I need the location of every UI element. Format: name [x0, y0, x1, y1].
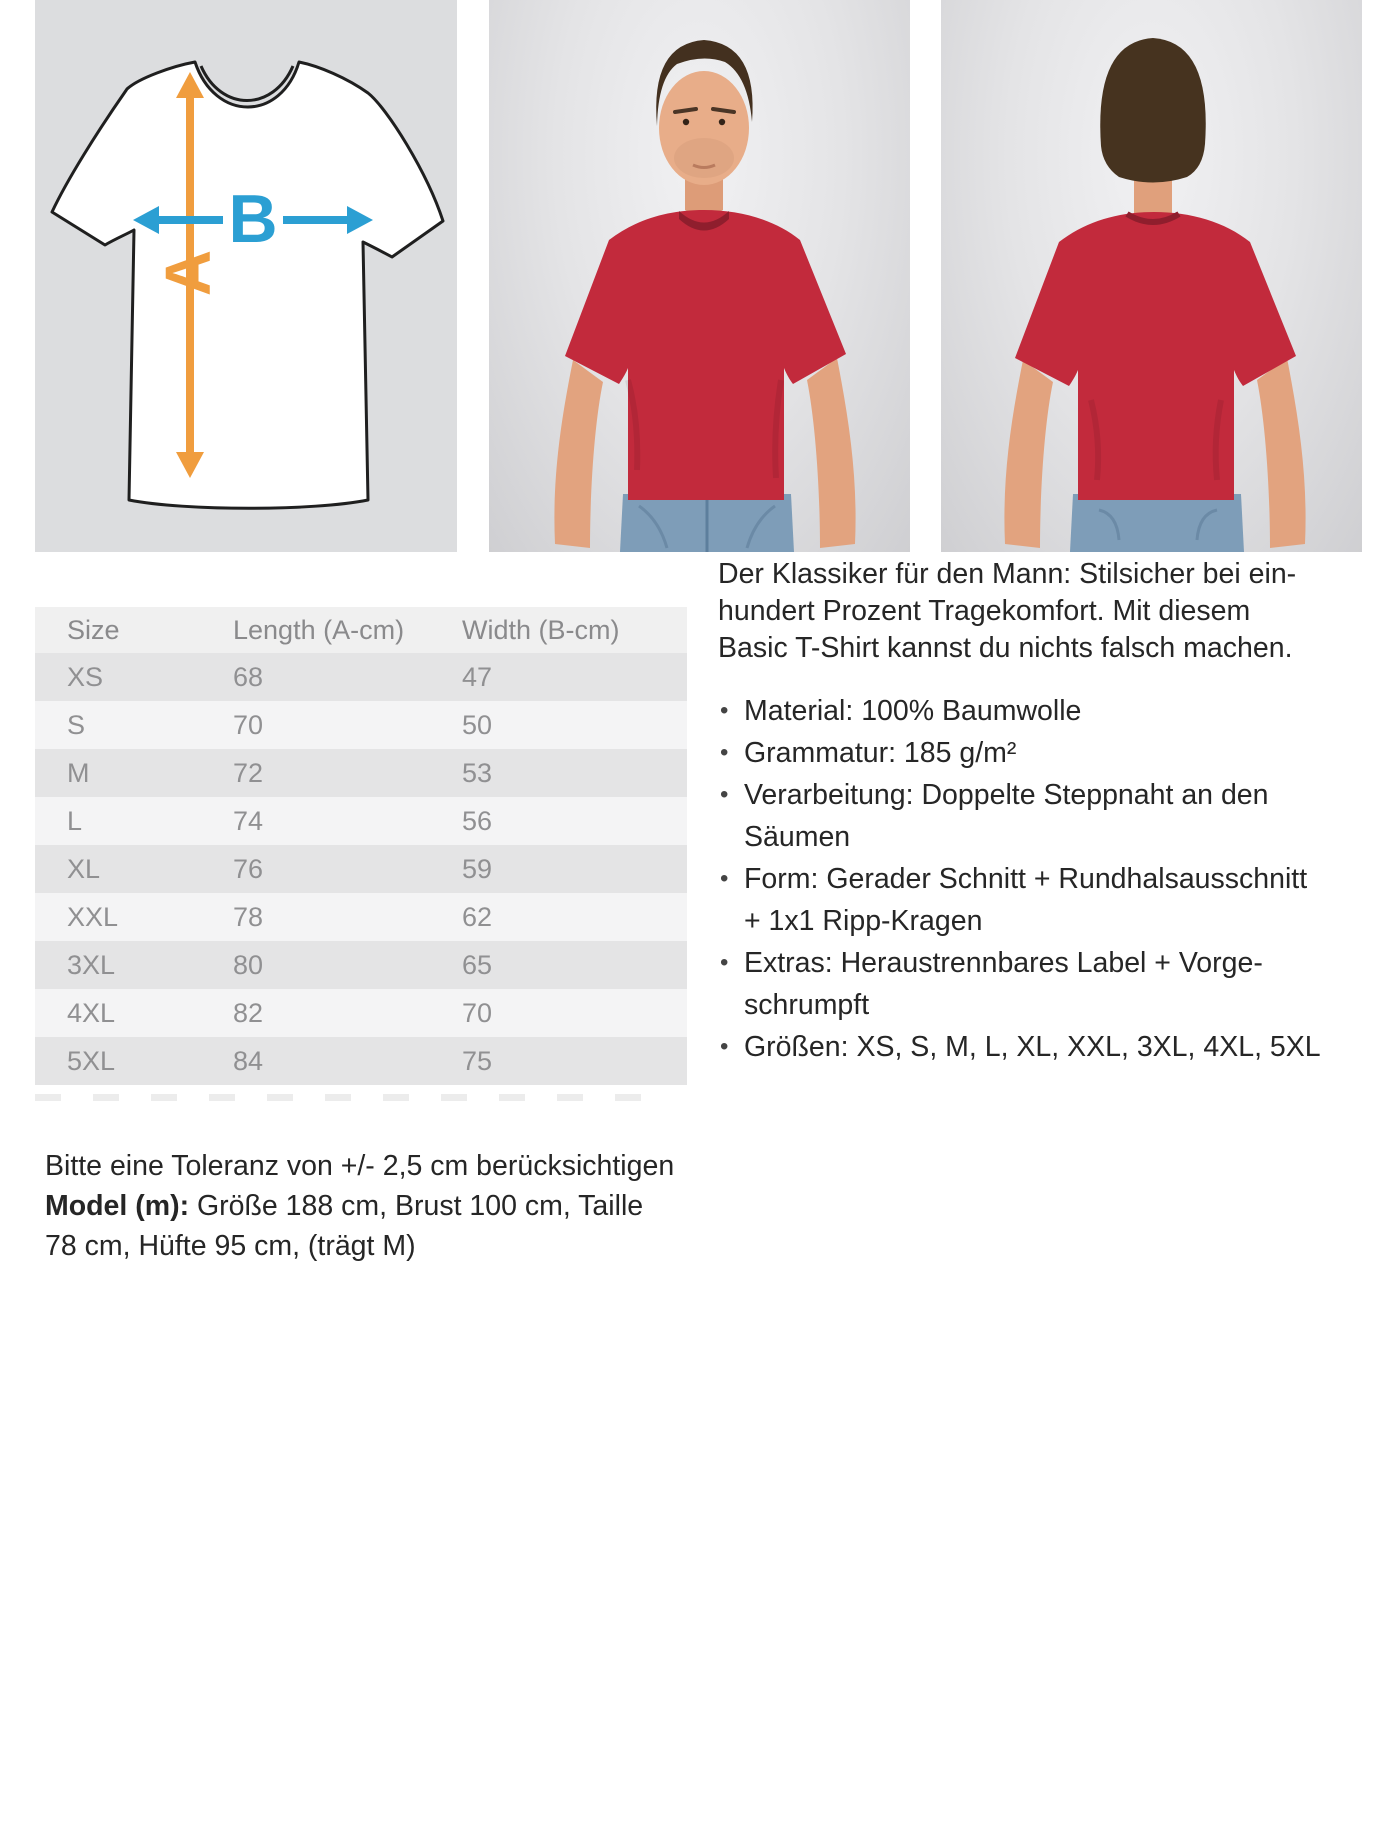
- cell-width: 53: [462, 757, 493, 788]
- column-header-size: Size: [67, 614, 120, 645]
- cell-length: 68: [233, 661, 264, 692]
- feature-text: Extras: Heraustrennbares Label + Vorge-: [744, 947, 1263, 979]
- feature-text: Grammatur: 185 g/m²: [744, 737, 1017, 769]
- feature-item-form: [718, 858, 1340, 942]
- feature-text: Größen: XS, S, M, L, XL, XXL, 3XL, 4XL, 5XL: [744, 1031, 1321, 1063]
- cell-width: 47: [462, 661, 493, 692]
- table-row: [35, 845, 687, 893]
- model-front-photo: [489, 0, 910, 552]
- bullet-icon: •: [720, 1033, 729, 1060]
- product-description: [718, 556, 1340, 1068]
- feature-text: Verarbeitung: Doppelte Steppnaht an den: [744, 779, 1269, 811]
- tshirt-back: [1015, 212, 1296, 500]
- tshirt-outline: [52, 62, 443, 508]
- bullet-icon: •: [720, 949, 729, 976]
- intro-line: hundert Prozent Tragekomfort. Mit diesem: [718, 595, 1251, 627]
- cell-width: 70: [462, 997, 493, 1028]
- tshirt-front: [565, 210, 846, 500]
- cell-size: M: [67, 757, 90, 788]
- table-row: [35, 1037, 687, 1085]
- model-label: Model (m):: [45, 1190, 190, 1222]
- cell-width: 50: [462, 709, 493, 740]
- size-table: [35, 607, 687, 1085]
- tolerance-note: Bitte eine Toleranz von +/- 2,5 cm berücksichtigen: [45, 1150, 675, 1182]
- cell-size: XXL: [67, 901, 119, 932]
- cell-length: 70: [233, 709, 264, 740]
- cell-length: 80: [233, 949, 264, 980]
- feature-list: [718, 690, 1340, 1068]
- feature-item-verarbeitung: [718, 774, 1340, 858]
- jeans-back: [1070, 494, 1244, 552]
- model-line2: 78 cm, Hüfte 95 cm, (trägt M): [45, 1230, 416, 1262]
- label-b: B: [228, 180, 278, 257]
- size-table-header: [35, 607, 687, 653]
- right-arm: [1257, 358, 1306, 548]
- cell-size: 3XL: [67, 949, 116, 980]
- measurement-notes: [45, 1146, 685, 1266]
- label-a: A: [151, 249, 224, 297]
- feature-text: Form: Gerader Schnitt + Rundhalsausschnitt: [744, 863, 1308, 895]
- feature-item-grammatur: [718, 732, 1340, 774]
- bullet-icon: •: [720, 697, 729, 724]
- intro-line: Der Klassiker für den Mann: Stilsicher bei ein-: [718, 558, 1297, 590]
- table-cutoff-artifact: [35, 1094, 653, 1101]
- feature-text: Material: 100% Baumwolle: [744, 695, 1082, 727]
- feature-item-material: [718, 690, 1340, 732]
- table-row: [35, 989, 687, 1037]
- cell-width: 75: [462, 1045, 493, 1076]
- size-diagram-panel: [35, 0, 457, 552]
- model-back-illustration: [941, 0, 1362, 552]
- column-header-width: Width (B-cm): [462, 614, 620, 645]
- table-row: [35, 941, 687, 989]
- cell-size: 4XL: [67, 997, 116, 1028]
- table-row: [35, 893, 687, 941]
- tshirt-measurement-diagram: [35, 0, 457, 552]
- cell-length: 84: [233, 1045, 264, 1076]
- model-line1: Größe 188 cm, Brust 100 cm, Taille: [189, 1190, 644, 1222]
- feature-text: Säumen: [744, 821, 851, 853]
- bullet-icon: •: [720, 781, 729, 808]
- cell-length: 78: [233, 901, 264, 932]
- cell-size: L: [67, 805, 83, 836]
- left-arm: [1004, 360, 1053, 548]
- table-row: [35, 653, 687, 701]
- table-row: [35, 749, 687, 797]
- table-row: [35, 701, 687, 749]
- feature-item-extras: [718, 942, 1340, 1026]
- cell-size: 5XL: [67, 1045, 116, 1076]
- cell-length: 76: [233, 853, 264, 884]
- cell-width: 62: [462, 901, 493, 932]
- feature-item-groessen: [718, 1026, 1340, 1068]
- model-measurements: [45, 1186, 685, 1266]
- cell-length: 74: [233, 805, 264, 836]
- cell-size: XS: [67, 661, 104, 692]
- feature-text: schrumpft: [744, 989, 870, 1021]
- feature-text: + 1x1 Ripp-Kragen: [744, 905, 983, 937]
- bullet-icon: •: [720, 739, 729, 766]
- table-row: [35, 797, 687, 845]
- cell-width: 65: [462, 949, 493, 980]
- description-intro: [718, 556, 1340, 667]
- model-back-photo: [941, 0, 1362, 552]
- right-arm: [807, 358, 856, 548]
- cell-length: 82: [233, 997, 264, 1028]
- model-front-illustration: [489, 0, 910, 552]
- intro-line: Basic T-Shirt kannst du nichts falsch machen.: [718, 632, 1293, 664]
- cell-size: S: [67, 709, 86, 740]
- cell-width: 56: [462, 805, 493, 836]
- cell-size: XL: [67, 853, 101, 884]
- bullet-icon: •: [720, 865, 729, 892]
- column-header-length: Length (A-cm): [233, 614, 405, 645]
- cell-length: 72: [233, 757, 264, 788]
- cell-width: 59: [462, 853, 493, 884]
- left-arm: [554, 360, 603, 548]
- hair-back: [1100, 38, 1205, 183]
